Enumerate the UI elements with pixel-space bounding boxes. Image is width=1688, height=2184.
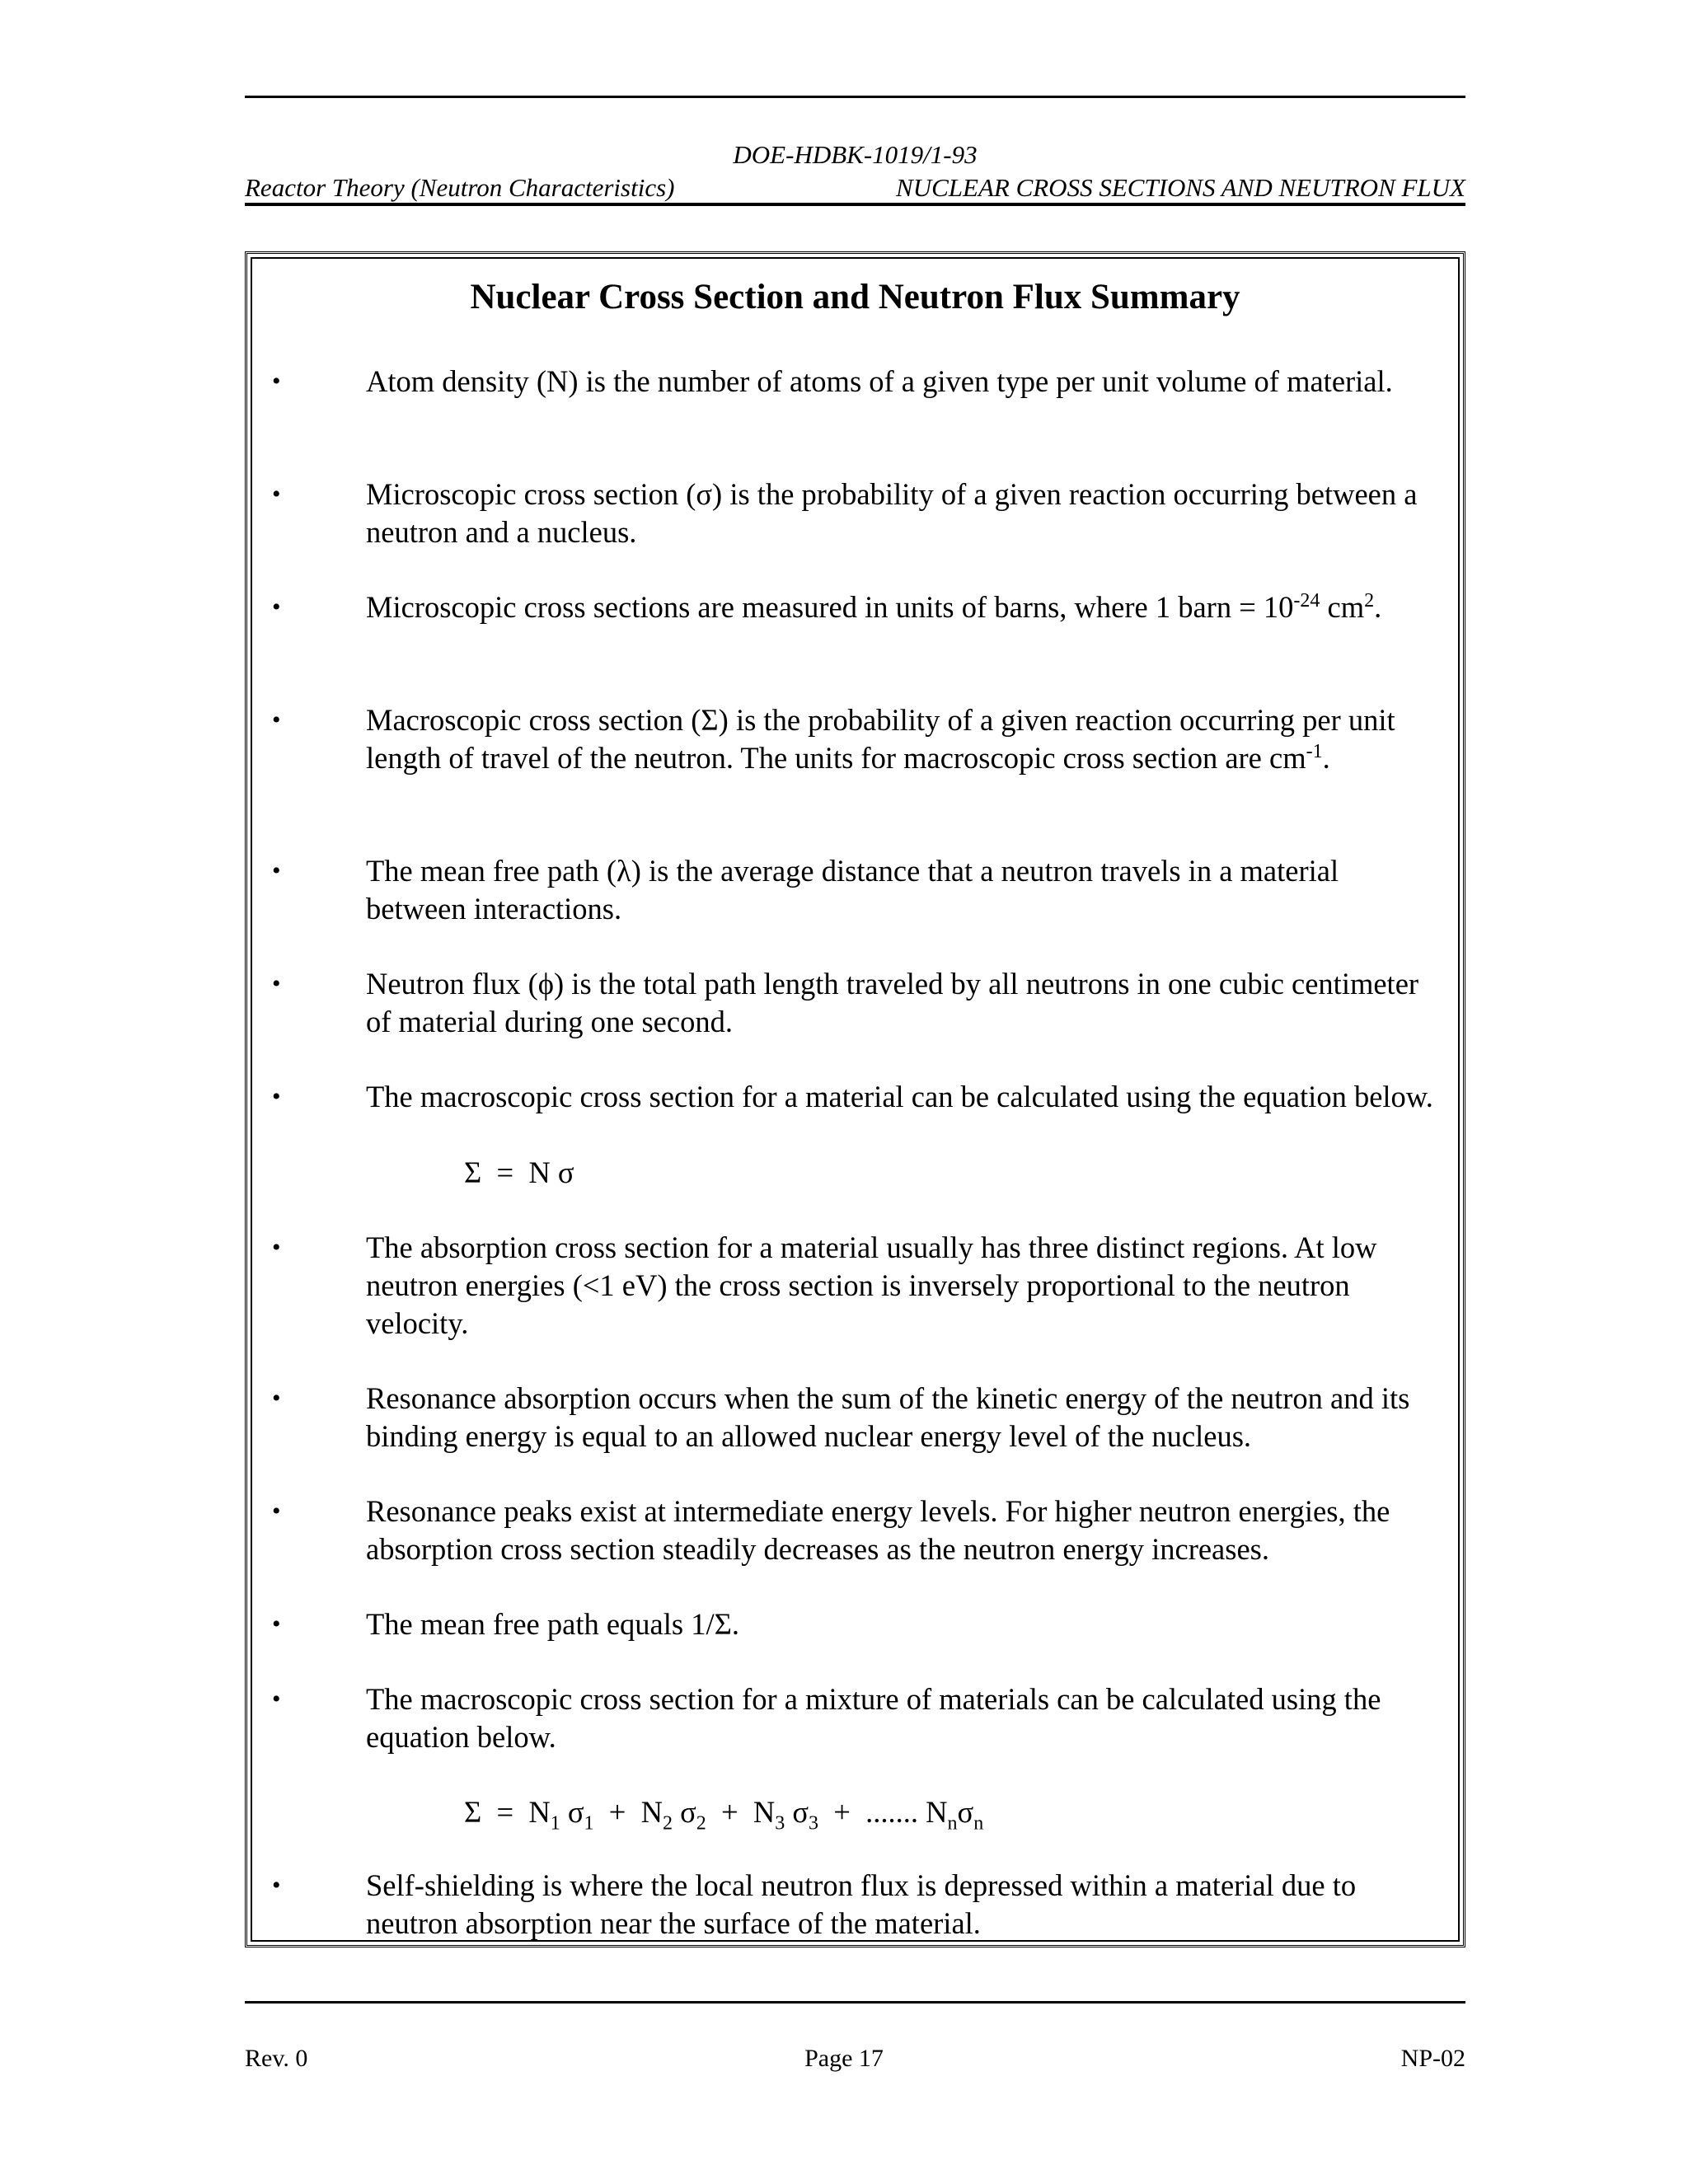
bullet-icon: • xyxy=(272,1385,281,1412)
bullet-icon: • xyxy=(272,970,281,997)
summary-item: Macroscopic cross section (Σ) is the probability of a given reaction occurring per unit length of travel of the neutron. The units for macroscopic cross section are $cm^{-1}$. xyxy=(366,703,1395,775)
equation-mixture: $\Sigma = N_1$ $\sigma_1 + N_2$ $\sigma_2 + N_3$ $\sigma_3$ + ....... $N_n\sigma_n$ xyxy=(464,1795,984,1835)
bullet-icon: • xyxy=(272,480,281,508)
summary-title: Nuclear Cross Section and Neutron Flux Summary xyxy=(470,278,1240,316)
summary-item: Microscopic cross sections are measured in units of barns, where 1 barn = $10^{-24}$ $cm^2$. xyxy=(366,589,1382,624)
summary-item: Microscopic cross section (σ) is the probability of a given reaction occurring between a neutron and a nucleus. xyxy=(366,477,1418,549)
bullet-icon: • xyxy=(272,1234,281,1261)
footer-revision: Rev. 0 xyxy=(245,2045,308,2072)
bullet-icon: • xyxy=(272,368,281,395)
header-section-right: NUCLEAR CROSS SECTIONS AND NEUTRON FLUX xyxy=(896,173,1465,202)
summary-item: The mean free path equals 1/Σ. xyxy=(366,1607,739,1641)
summary-item: Atom density (N) is the number of atoms of a given type per unit volume of material. xyxy=(366,364,1393,398)
bullet-icon: • xyxy=(272,1083,281,1110)
equation-macroscopic: Σ = N σ xyxy=(464,1155,574,1189)
top-rule xyxy=(245,96,1465,98)
bullet-icon: • xyxy=(272,706,281,733)
bullet-icon: • xyxy=(272,857,281,884)
header-rule xyxy=(245,203,1465,206)
summary-item: Resonance absorption occurs when the sum of the kinetic energy of the neutron and its binding energy is equal to an allowed nuclear energy level of the nucleus. xyxy=(366,1381,1410,1453)
bullet-icon: • xyxy=(272,1872,281,1899)
footer-rule xyxy=(245,2001,1465,2004)
bullet-icon: • xyxy=(272,1685,281,1713)
bullet-icon: • xyxy=(272,1610,281,1638)
footer-page-number: Page 17 xyxy=(804,2045,884,2072)
bullet-icon: • xyxy=(272,1497,281,1525)
summary-item: Self-shielding is where the local neutron flux is depressed within a material due to neutron absorption near the surface of the material. xyxy=(366,1868,1357,1940)
footer-module-id: NP-02 xyxy=(1400,2045,1465,2072)
summary-item: The absorption cross section for a material usually has three distinct regions. At low neutron energies (<1 eV) the cross section is inversely proportional to the neutron velocity. xyxy=(366,1230,1377,1340)
summary-item: The macroscopic cross section for a mixture of materials can be calculated using the equation below. xyxy=(366,1682,1381,1754)
summary-item: Neutron flux (ϕ) is the total path length traveled by all neutrons in one cubic centimeter of material during one second. xyxy=(366,967,1419,1038)
document-id: DOE-HDBK-1019/1-93 xyxy=(733,140,978,169)
summary-item: The macroscopic cross section for a material can be calculated using the equation below. xyxy=(366,1080,1433,1113)
header-section-left: Reactor Theory (Neutron Characteristics) xyxy=(245,173,675,202)
summary-item: The mean free path (λ) is the average distance that a neutron travels in a material between interactions. xyxy=(366,854,1339,926)
summary-item: Resonance peaks exist at intermediate energy levels. For higher neutron energies, the absorption cross section steadily decreases as the neutron energy increases. xyxy=(366,1494,1390,1566)
bullet-icon: • xyxy=(272,593,281,621)
